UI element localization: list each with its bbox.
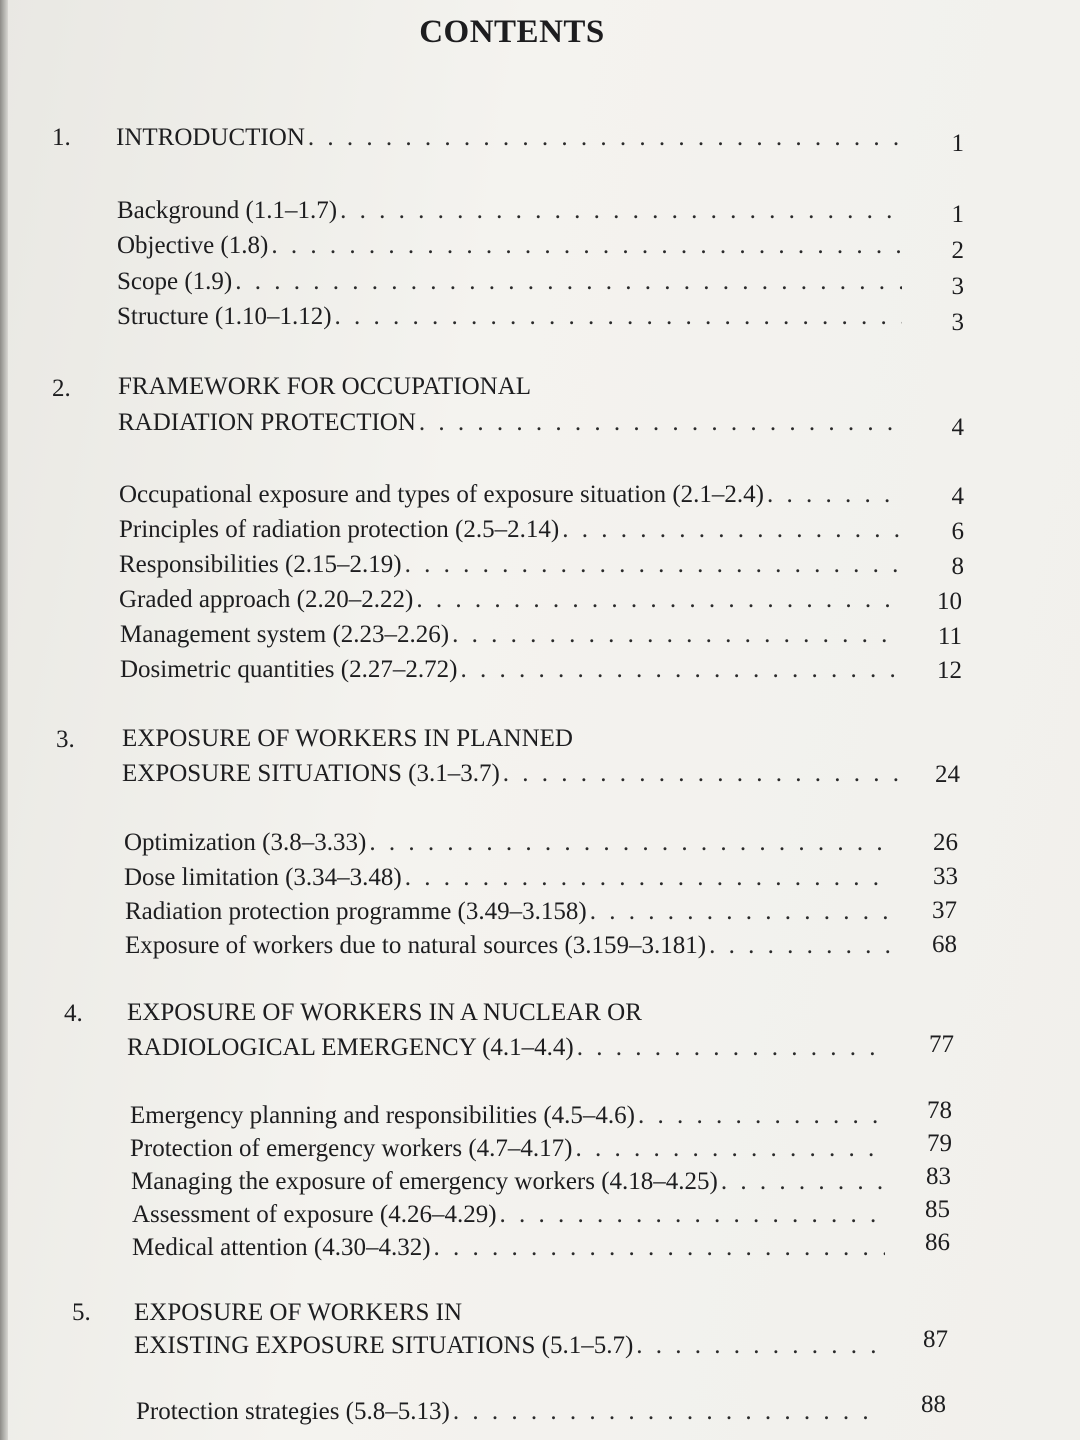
toc-entry — [130, 1135, 888, 1163]
toc-entry — [132, 1234, 888, 1262]
leader-dots — [405, 864, 891, 892]
toc-entry — [125, 898, 894, 926]
toc-entry — [124, 864, 894, 892]
chapter-title: EXPOSURE OF WORKERS IN PLANNED — [122, 725, 573, 752]
toc-entry — [120, 656, 905, 684]
entry-label: Structure (1.10–1.12) — [117, 303, 332, 330]
page-number: 78 — [927, 1097, 952, 1124]
toc-entry — [132, 1201, 888, 1229]
entry-label: Emergency planning and responsibilities (4.5–4.6) — [130, 1102, 635, 1129]
page-number: 4 — [951, 483, 964, 510]
leader-dots — [271, 232, 902, 260]
entry-label: Responsibilities (2.15–2.19) — [119, 551, 402, 578]
page-number: 77 — [929, 1031, 954, 1058]
page-number: 37 — [932, 897, 957, 924]
chapter-title: EXPOSURE OF WORKERS IN A NUCLEAR OR — [127, 999, 642, 1026]
entry-label: Scope (1.9) — [117, 268, 233, 295]
chapter-heading — [134, 1332, 886, 1360]
toc-entry — [119, 516, 905, 544]
leader-dots — [419, 409, 902, 437]
chapter-number: 2. — [52, 375, 71, 402]
toc-entry — [136, 1398, 884, 1426]
chapter-number: 1. — [52, 124, 71, 151]
leader-dots — [577, 1034, 889, 1062]
toc-entry — [130, 1102, 888, 1130]
leader-dots — [369, 829, 891, 857]
leader-dots — [590, 898, 891, 926]
entry-label: Occupational exposure and types of exposure situation (2.1–2.4) — [119, 481, 764, 508]
entry-label: Optimization (3.8–3.33) — [124, 829, 367, 856]
page-number: 86 — [925, 1229, 950, 1256]
leader-dots — [340, 197, 902, 225]
page-number: 12 — [937, 657, 962, 684]
leader-dots — [721, 1168, 885, 1196]
entry-label: Medical attention (4.30–4.32) — [132, 1234, 431, 1261]
toc-entry — [119, 586, 905, 614]
leader-dots — [416, 586, 902, 614]
toc-entry — [117, 232, 905, 260]
chapter-title: INTRODUCTION — [116, 124, 305, 151]
page-number: 6 — [951, 518, 964, 545]
chapter-number: 4. — [64, 1000, 83, 1027]
chapter-title: EXPOSURE OF WORKERS IN — [134, 1299, 463, 1326]
page-number: 10 — [937, 588, 962, 615]
chapter-heading — [116, 124, 906, 152]
entry-label: Dose limitation (3.34–3.48) — [124, 864, 402, 891]
page-number: 26 — [933, 829, 958, 856]
entry-label: Protection strategies (5.8–5.13) — [136, 1398, 450, 1425]
leader-dots — [638, 1102, 885, 1130]
page-number: 1 — [951, 130, 964, 157]
leader-dots — [636, 1332, 883, 1360]
chapter-heading — [118, 409, 905, 437]
toc-entry — [124, 829, 894, 857]
toc-entry — [120, 621, 905, 649]
leader-dots — [405, 551, 902, 579]
toc-entry — [117, 303, 905, 331]
chapter-heading — [127, 1034, 892, 1062]
leader-dots — [452, 621, 902, 649]
page-number: 4 — [951, 414, 964, 441]
entry-label: Management system (2.23–2.26) — [120, 621, 450, 648]
leader-dots — [460, 656, 902, 684]
page-number: 8 — [951, 553, 964, 580]
entry-label: Background (1.1–1.7) — [117, 197, 338, 224]
entry-label: Radiation protection programme (3.49–3.158) — [125, 898, 587, 925]
chapter-title: RADIATION PROTECTION — [118, 409, 416, 436]
page-title: CONTENTS — [419, 14, 605, 50]
toc-entry — [131, 1168, 888, 1196]
page-number: 68 — [932, 931, 957, 958]
page-number: 88 — [921, 1391, 946, 1418]
chapter-title: EXPOSURE SITUATIONS (3.1–3.7) — [122, 760, 500, 787]
entry-label: Graded approach (2.20–2.22) — [119, 586, 414, 613]
chapter-title: FRAMEWORK FOR OCCUPATIONAL — [118, 373, 532, 400]
page-number: 3 — [951, 309, 964, 336]
leader-dots — [500, 1201, 885, 1229]
toc-entry — [119, 481, 905, 509]
page-number: 79 — [927, 1130, 952, 1157]
leader-dots — [767, 481, 902, 509]
toc-entry — [119, 551, 905, 579]
leader-dots — [308, 124, 903, 152]
entry-label: Assessment of exposure (4.26–4.29) — [132, 1201, 497, 1228]
toc-entry — [117, 268, 905, 296]
leader-dots — [434, 1234, 885, 1262]
entry-label: Objective (1.8) — [117, 232, 269, 259]
leader-dots — [503, 760, 901, 788]
entry-label: Dosimetric quantities (2.27–2.72) — [120, 656, 458, 683]
leader-dots — [453, 1398, 881, 1426]
chapter-number: 3. — [56, 726, 75, 753]
page-number: 24 — [935, 761, 960, 788]
leader-dots — [335, 303, 902, 331]
page-number: 87 — [923, 1326, 948, 1353]
chapter-title: EXISTING EXPOSURE SITUATIONS (5.1–5.7) — [134, 1332, 634, 1359]
leader-dots — [562, 516, 902, 544]
entry-label: Protection of emergency workers (4.7–4.17) — [130, 1135, 573, 1162]
leader-dots — [709, 932, 891, 960]
page-number: 33 — [933, 863, 958, 890]
leader-dots — [575, 1135, 885, 1163]
page-number: 2 — [951, 237, 964, 264]
leader-dots — [235, 268, 902, 296]
page-number: 1 — [951, 201, 964, 228]
page-binding-edge — [0, 0, 8, 1440]
entry-label: Principles of radiation protection (2.5–2.14) — [119, 516, 560, 543]
page-number: 11 — [937, 623, 962, 650]
page-number: 3 — [951, 273, 964, 300]
entry-label: Exposure of workers due to natural sources (3.159–3.181) — [125, 932, 707, 959]
chapter-number: 5. — [72, 1299, 91, 1326]
toc-entry — [125, 932, 894, 960]
page-number: 85 — [925, 1196, 950, 1223]
entry-label: Managing the exposure of emergency workers (4.18–4.25) — [131, 1168, 718, 1195]
chapter-title: RADIOLOGICAL EMERGENCY (4.1–4.4) — [127, 1034, 574, 1061]
page-number: 83 — [926, 1163, 951, 1190]
chapter-heading — [122, 760, 904, 788]
toc-entry — [117, 197, 905, 225]
